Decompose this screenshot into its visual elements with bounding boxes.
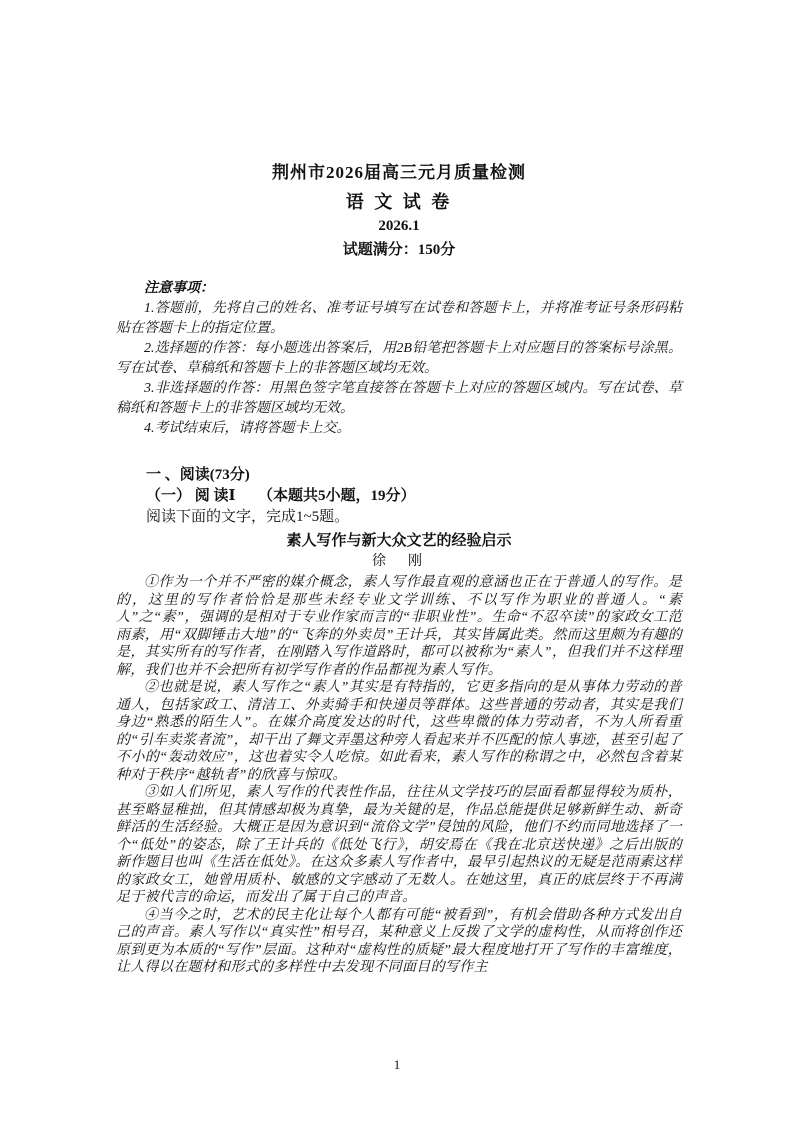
- notice-heading: 注意事项：: [144, 281, 214, 296]
- notice-item: 4.考试结束后，请将答题卡上交。: [144, 421, 351, 436]
- notice-section: [116, 279, 682, 439]
- article-paragraph: ①作为一个并不严密的媒介概念，素人写作最直观的意涵也正在于普通人的写作。是的，这里的写作者恰恰是那些未经专业文学训练、不以写作为职业的普通人。“素人”之“素”，强调的是相对于专业作家而言的“非职业性”。生命“不忍卒读”的家政女工范雨素，用“双脚锤击大地”的“飞奔的外卖员”王计兵，其实皆属此类。然而这里颇为有趣的是，其实所有的写作者，在刚踏入写作道路时，都可以被称为“素人”，但我们并不这样理解，我们也并不会把所有初学写作者的作品都视为素人写作。: [116, 575, 682, 678]
- article-paragraph: ②也就是说，素人写作之“素人”其实是有特指的，它更多指向的是从事体力劳动的普通人，包括家政工、清洁工、外卖骑手和快递员等群体。这些普通的劳动者，其实是我们身边“熟悉的陌生人”。在媒介高度发达的时代，这些卑微的体力劳动者，不为人所看重的“引车卖浆者流”，却干出了舞文弄墨这种旁人看起来并不匹配的惊人事迹，甚至引起了不小的“轰动效应”，这也着实令人吃惊。如此看来，素人写作的称谓之中，必然包含着某种对于秩序“越轨者”的欣喜与惊叹。: [116, 680, 682, 783]
- page-number: 1: [393, 1057, 401, 1072]
- notice-item: 2.选择题的作答：每小题选出答案后，用2B铅笔把答题卡上对应题目的答案标号涂黑。写在试卷、草稿纸和答题卡上的非答题区域均无效。: [116, 341, 682, 376]
- article-paragraph: ④当今之时，艺术的民主化让每个人都有可能“被看到”，有机会借助各种方式发出自己的声音。素人写作以“真实性”相号召，某种意义上反拨了文学的虚构性，从而将创作还原到更为本质的“写作”层面。这种对“虚构性的质疑”最大程度地打开了写作的丰富维度，让人得以在题材和形式的多样性中去发现不同面目的写作主: [116, 907, 682, 975]
- exam-header: [116, 158, 682, 259]
- article-title: 素人写作与新大众文艺的经验启示: [286, 533, 512, 549]
- article-author: 徐 刚: [372, 554, 426, 569]
- paper-name: 语 文 试 卷: [345, 192, 453, 212]
- article-body: [116, 574, 682, 977]
- exam-date: 2026.1: [378, 218, 420, 234]
- exam-title: 荆州市2026届高三元月质量检测: [272, 163, 526, 182]
- total-score: 试题满分：150分: [342, 242, 456, 258]
- reading-subsection-title: （一） 阅 读Ⅰ （本题共5小题，19分）: [146, 488, 416, 504]
- reading-section-title: 一 、阅读(73分): [146, 467, 250, 483]
- reading-section-header: [116, 465, 682, 528]
- notice-item: 1.答题前，先将自己的姓名、准考证号填写在试卷和答题卡上，并将准考证号条形码粘贴在答题卡上的指定位置。: [116, 301, 682, 336]
- article-paragraph: ③如人们所见，素人写作的代表性作品，往往从文学技巧的层面看都显得较为质朴，甚至略显稚拙，但其情感却极为真挚，最为关键的是，作品总能提供足够新鲜生动、新奇鲜活的生活经验。大概正是因为意识到“流俗文学”侵蚀的风险，他们不约而同地选择了一个“低处”的姿态，除了王计兵的《低处飞行》，胡安焉在《我在北京送快递》之后出版的新作题目也叫《生活在低处》。在这众多素人写作者中，最早引起热议的无疑是范雨素这样的家政女工，她曾用质朴、敏感的文字感动了无数人。在她这里，真正的底层终于不再满足于被代言的命运，而发出了属于自己的声音。: [116, 785, 682, 905]
- notice-item: 3.非选择题的作答：用黑色签字笔直接答在答题卡上对应的答题区域内。写在试卷、草稿纸和答题卡上的非答题区域均无效。: [116, 381, 682, 416]
- reading-instruction: 阅读下面的文字，完成1~5题。: [146, 509, 350, 525]
